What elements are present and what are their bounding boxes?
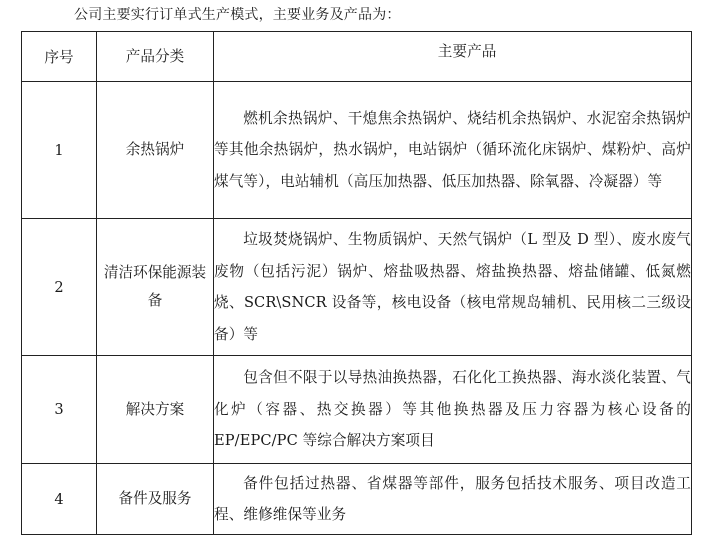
row-number: 1: [22, 82, 97, 219]
row-products: 包含但不限于以导热油换热器，石化化工换热器、海水淡化装置、气化炉（容器、热交换器）等其他换热器及压力容器为核心设备的 EP/EPC/PC 等综合解决方案项目: [214, 356, 692, 464]
intro-text: 公司主要实行订单式生产模式，主要业务及产品为：: [74, 7, 401, 23]
row-category: 解决方案: [97, 356, 214, 464]
header-main-products: 主要产品: [214, 32, 692, 82]
header-product-category: 产品分类: [97, 32, 214, 82]
row-category: 清洁环保能源装备: [97, 219, 214, 356]
row-category: 备件及服务: [97, 464, 214, 535]
row-products: 燃机余热锅炉、干熄焦余热锅炉、烧结机余热锅炉、水泥窑余热锅炉等其他余热锅炉，热水锅炉，电站锅炉（循环流化床锅炉、煤粉炉、高炉煤气等），电站辅机（高压加热器、低压加热器、除氧器、冷凝器）等: [214, 82, 692, 219]
table-row: [22, 82, 692, 219]
table-row: [22, 219, 692, 356]
table-row: [22, 356, 692, 464]
table-header-row: [22, 32, 692, 82]
row-products: 备件包括过热器、省煤器等部件，服务包括技术服务、项目改造工程、维修维保等业务: [214, 464, 692, 535]
table-row: [22, 464, 692, 535]
products-table: [21, 31, 692, 535]
row-category: 余热锅炉: [97, 82, 214, 219]
header-serial-number: 序号: [22, 32, 97, 82]
row-number: 4: [22, 464, 97, 535]
row-number: 3: [22, 356, 97, 464]
row-products: 垃圾焚烧锅炉、生物质锅炉、天然气锅炉（L 型及 D 型）、废水废气废物（包括污泥）锅炉、熔盐吸热器、熔盐换热器、熔盐储罐、低氮燃烧、SCR\SNCR 设备等，核电设备（核电常规岛辅机、民用核二三级设备）等: [214, 219, 692, 356]
row-number: 2: [22, 219, 97, 356]
